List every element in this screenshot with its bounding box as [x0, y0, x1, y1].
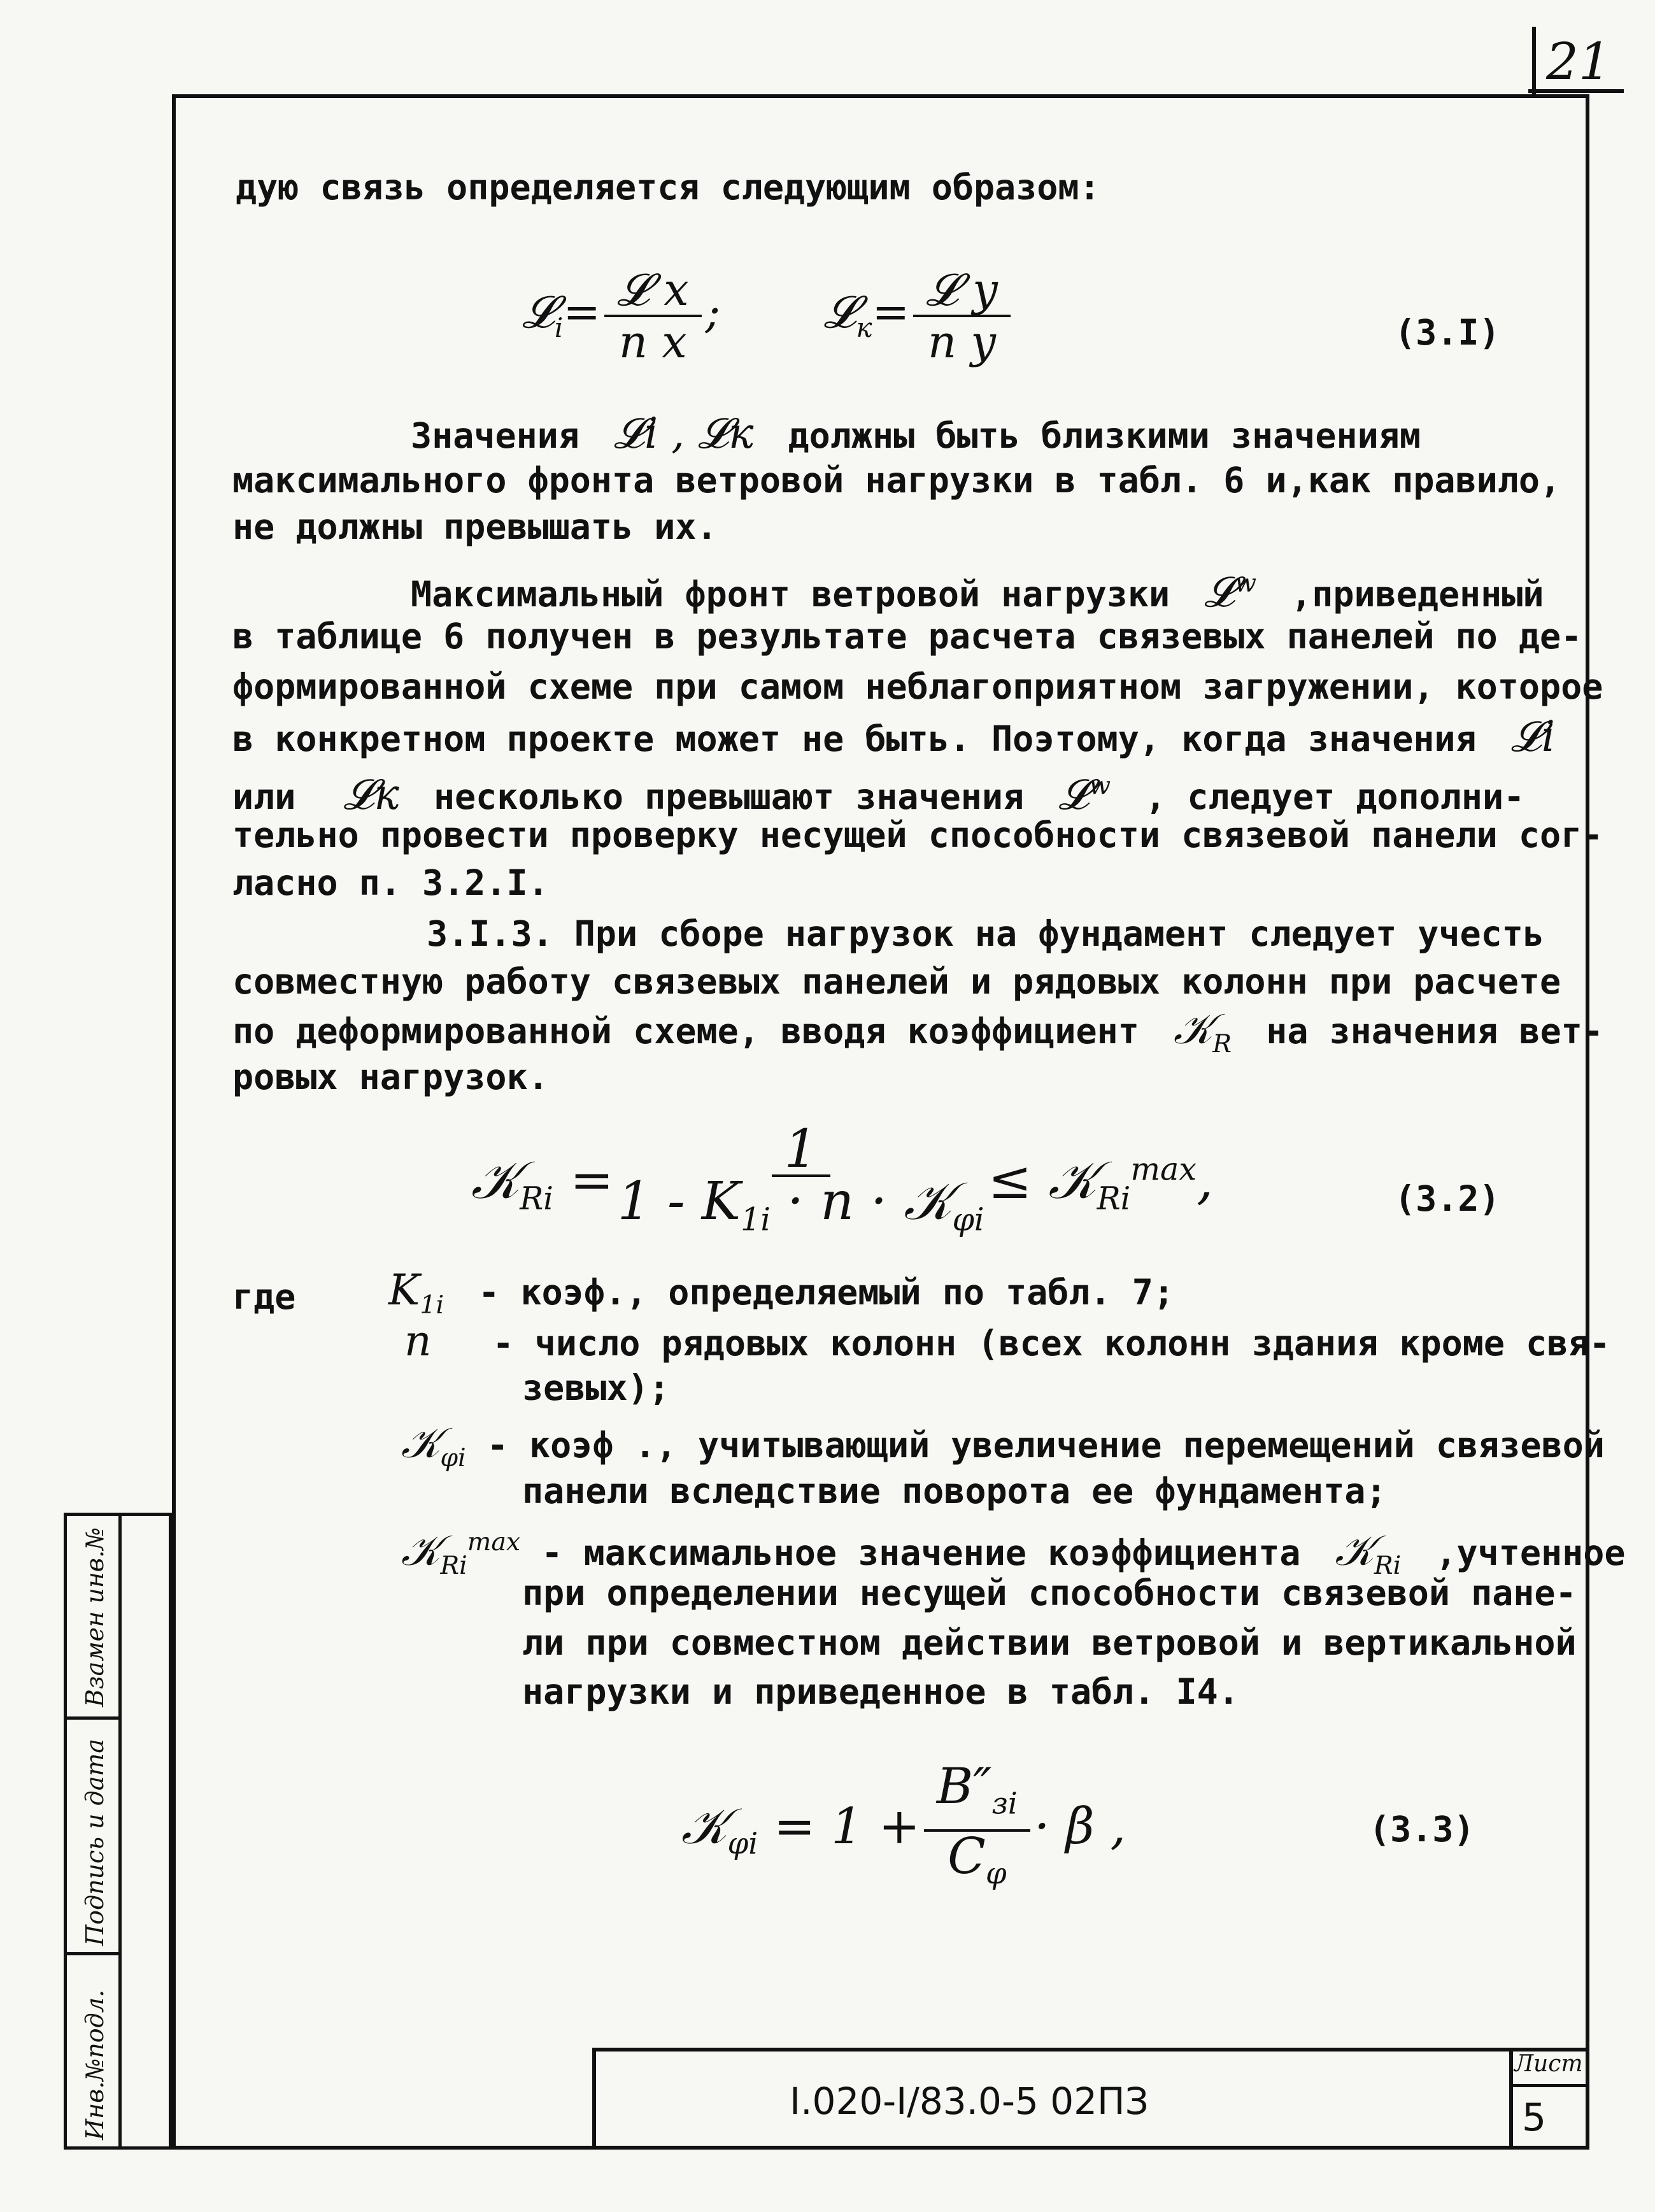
document-code: I.020-I/83.0-5 02ПЗ	[790, 2080, 1149, 2123]
symbol-kr: 𝒦$_R$	[1160, 1004, 1232, 1059]
para2-line1	[411, 560, 1544, 617]
para2-text-4: в конкретном проекте может не быть. Поэтому, когда значения	[232, 718, 1477, 759]
para2-line7: ласно п. 3.2.I.	[232, 862, 549, 903]
def-kmax-line4: нагрузки и приведенное в табл. I4.	[522, 1671, 1239, 1712]
para1-text-a: Значения	[411, 415, 579, 456]
stamp-label-replacement: Взамен инв.№	[81, 1527, 109, 1707]
symbol-kmax: 𝒦$_{Ri}^{max}$	[401, 1526, 521, 1581]
def-n-text: - число рядовых колонн (всех колонн здания кроме свя-	[492, 1323, 1610, 1364]
equation-3-3-label: (3.3)	[1369, 1809, 1475, 1850]
symbol-li-2: 𝓛i	[1497, 712, 1555, 761]
stamp-label-signature: Подпись и дата	[81, 1738, 109, 1946]
def-kmax-line3: ли при совместном действии ветровой и вертикальной	[522, 1622, 1577, 1663]
def-kmax-text-a: - максимальное значение коэффициента	[541, 1532, 1301, 1573]
para2-text-5a: или	[232, 776, 296, 817]
def-kmax-line2: при определении несущей способности связевой пане-	[522, 1573, 1577, 1613]
para2-text-b: ,приведенный	[1291, 574, 1544, 615]
para3-line4: ровых нагрузок.	[232, 1057, 549, 1097]
para1-line3: не должны превышать их.	[232, 506, 718, 547]
equation-3-2: 𝒦$_{Ri}$ = $\frac{1}{1 - K_{1i} \cdot n \cdot 𝒦_{\varphi i}}$ ≤ 𝒦$_{Ri}^{max}$,	[471, 1119, 1214, 1238]
equation-3-1: 𝓛$_i$= $\frac{\text{𝓛 x}}{\text{n x}}$ ; 𝓛$_к$= $\frac{\text{𝓛 y}}{\text{n y}}$	[522, 268, 1014, 364]
para3-text-3a: по деформированной схеме, вводя коэффициент	[232, 1011, 1139, 1052]
para1-text-b: должны быть близкими значениям	[788, 415, 1421, 456]
para2-text-5b: несколько превышают значения	[433, 776, 1025, 817]
symbol-lw-2: 𝓛$^w$	[1045, 770, 1111, 819]
def-kphi-text: - коэф ., учитывающий увеличение перемещений связевой	[487, 1425, 1605, 1466]
def-kmax-text-b: ,учтенное	[1435, 1532, 1626, 1573]
para3-line1: 3.I.3. При сборе нагрузок на фундамент следует учесть	[427, 913, 1544, 954]
para3-line2: совместную работу связевых панелей и рядовых колонн при расчете	[232, 961, 1561, 1002]
intro-line: дую связь определяется следующим образом:	[236, 167, 1100, 208]
stamp-cell-original	[67, 1955, 122, 2146]
para1-line2: максимального фронта ветровой нагрузки в табл. 6 и,как правило,	[232, 460, 1561, 501]
para2-text-5c: , следует дополни-	[1145, 776, 1525, 817]
approval-stamp	[64, 1513, 172, 2150]
equation-3-2-label: (3.2)	[1395, 1178, 1500, 1219]
symbol-k1i: $K_{1i}$	[388, 1266, 444, 1320]
where-label: где	[232, 1276, 296, 1317]
sheet-divider	[1509, 2084, 1589, 2087]
equation-3-3: 𝒦$_{\varphi i}$ = 1 + $\frac{B''_{зi}}{C_\varphi}$ · β ,	[681, 1758, 1126, 1892]
stamp-cell-replacement	[67, 1516, 122, 1720]
def-n-line2: зевых);	[522, 1367, 670, 1408]
symbol-kri: 𝒦$_{Ri}$	[1321, 1526, 1402, 1581]
para3-text-3b: на значения вет-	[1266, 1011, 1604, 1052]
symbol-lw: 𝓛$^w$	[1191, 567, 1257, 617]
equation-3-1-label: (3.I)	[1395, 312, 1500, 353]
symbol-n: n	[404, 1316, 472, 1366]
symbol-li: 𝓛i , 𝓛к	[600, 409, 767, 458]
para2-line3: формированной схеме при самом неблагоприятном загружении, которое	[232, 666, 1603, 707]
para2-line6: тельно провести проверку несущей способности связевой панели сог-	[232, 815, 1603, 855]
symbol-lk: 𝓛к	[316, 770, 413, 819]
sheet-number: 5	[1522, 2095, 1547, 2140]
stamp-label-original: Инв.№подл.	[81, 1989, 109, 2140]
page-number: 21	[1546, 32, 1611, 91]
para1-line1	[411, 411, 1421, 459]
symbol-kphi: 𝒦$_{\varphi i}$	[401, 1418, 466, 1473]
para2-line5	[232, 763, 1524, 820]
sheet-label: Лист	[1514, 2051, 1583, 2077]
def-k1i-text: - коэф., определяемый по табл. 7;	[478, 1272, 1174, 1313]
stamp-cell-signature	[67, 1720, 122, 1955]
page-number-bar	[1532, 27, 1536, 97]
para2-text-a: Максимальный фронт ветровой нагрузки	[411, 574, 1170, 615]
def-n	[404, 1318, 1610, 1366]
def-kphi-line2: панели вследствие поворота ее фундамента;	[522, 1471, 1387, 1511]
para2-line4	[232, 714, 1555, 762]
para2-line2: в таблице 6 получен в результате расчета связевых панелей по де-	[232, 616, 1582, 657]
